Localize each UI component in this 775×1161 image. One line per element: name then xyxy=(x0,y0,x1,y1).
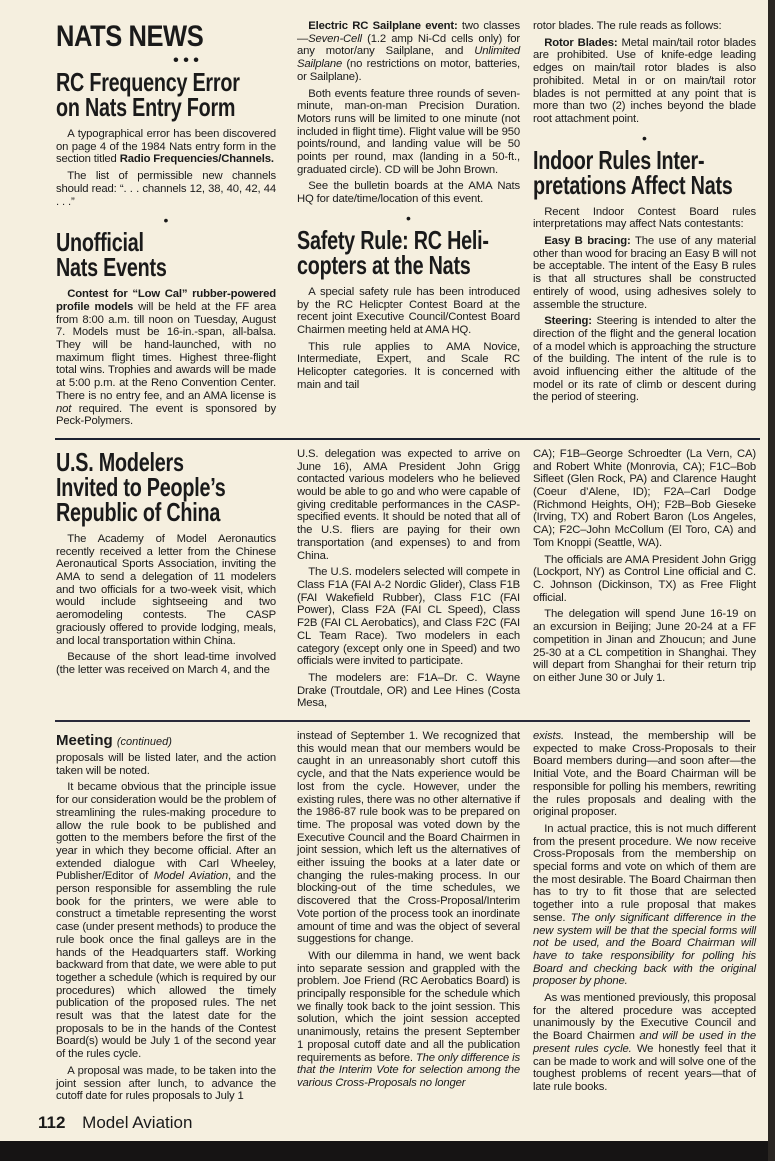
column xyxy=(297,730,520,1094)
text: The use of any material other than wood for bracing an Easy B will not be acceptable. The intent of the Easy B rules is that all structures shall be constructed entirely of wood, using adhesives solely to assemble the structure. xyxy=(533,235,756,311)
paragraph xyxy=(56,1065,276,1103)
paragraph xyxy=(56,781,276,1060)
text: With our dilemma in hand, we went back into separate session and grappled with the problem. Joe Friend (RC Aerobatics Board) is principally responsible for the schedule which we finally took back to the joint session. This solution, which the joint session accepted unanimously, retains the present September 1 proposal cutoff date and all the publication requirements as before. xyxy=(297,949,520,1064)
paragraph xyxy=(533,554,756,605)
text: The delegation will spend June 16-19 on an excursion in Beijing; June 20-24 at a FF competition in Jinan and Zhoucun; and June 25-30 at a CL competition in Shanghai. They will depart from Shanghai for their return trip on either June 30 or July 1. xyxy=(533,608,756,684)
section-title: NATS NEWS xyxy=(56,20,204,53)
column xyxy=(533,20,756,408)
bold-run-in: Contest for “Low Cal” rubber-powered profile models xyxy=(56,288,276,313)
paragraph xyxy=(533,235,756,311)
paragraph xyxy=(533,992,756,1094)
italic-text: not xyxy=(56,402,72,415)
column xyxy=(297,20,520,395)
paragraph xyxy=(297,672,520,710)
paragraph xyxy=(56,128,276,166)
bullet-separator: • • • xyxy=(173,52,199,69)
column xyxy=(297,448,520,714)
text: required. The event is sponsored by Peck-Polymers. xyxy=(56,402,276,428)
italic-text: Seven-Cell xyxy=(308,32,362,45)
paragraph xyxy=(297,950,520,1090)
column xyxy=(56,448,276,681)
paragraph xyxy=(297,20,520,84)
bullet-separator: • xyxy=(163,212,169,229)
paragraph xyxy=(297,730,520,946)
paragraph xyxy=(297,448,520,562)
text: rotor blades. The rule reads as follows: xyxy=(533,20,722,32)
scan-edge xyxy=(768,0,775,1161)
text: A special safety rule has been introduced by the RC Helicpter Contest Board at the recent joint Executive Council/Contest Board Chairmen meeting held at AMA HQ. xyxy=(297,285,520,336)
italic-text: The only significant difference in the new system will be that the special forms will not be used, and the Board Chairman will have to take responsibility for polling his Board and checking back with the original proposer by phone. xyxy=(533,911,757,988)
text: It became obvious that the principle issue for our consideration would be the problem of streamlining the rules-making procedure to allow the rule book to be published and gotten to the members before the first of the year in which they become official. After an extended dialogue with Carl Wheeley, Publisher/Editor of xyxy=(56,781,276,883)
text: Instead, the membership will be expected to make Cross-Proposals to their Board members during—and soon after—the Initial Vote, and the Board Chairman will be responsible for polling his members, rewriting the rules proposals and dealing with the original proposer. xyxy=(533,730,756,819)
paragraph xyxy=(533,823,756,988)
text: Metal main/tail rotor blades are prohibited. Use of knife-edge leading edges on main/tail rotor blades is also prohibited. Metal in or on main/tail rotor blades is not permitted at any point that is more than two (2) inches beyond the blade root attachment point. xyxy=(533,36,756,125)
italic-text: The only difference is that the Interim Vote for selection among the various Cross-Proposals no longer xyxy=(297,1051,520,1089)
article-headline: Safety Rule: RC Heli- copters at the Nats xyxy=(297,224,489,280)
bold-run-in: Rotor Blades: xyxy=(544,36,618,49)
text: U.S. delegation was expected to arrive on June 16), AMA President John Grigg contacted various modelers who he believed would be able to go and who were capable of giving creditable performances in the CASP-specified events. It should be noted that all of the U.S. fliers are paying for their own transportation (and expenses) to and from China. xyxy=(297,447,520,562)
paragraph xyxy=(297,341,520,392)
text: A typographical error has been discovered on page 4 of the 1984 Nats entry form in the section titled xyxy=(56,128,276,166)
meeting-continued-section xyxy=(0,730,768,1107)
paragraph xyxy=(56,651,276,676)
paragraph xyxy=(533,730,756,819)
article-headline: Indoor Rules Inter- pretations Affect Nats xyxy=(533,144,733,200)
paragraph xyxy=(533,315,756,404)
text: The Academy of Model Aeronautics recently received a letter from the Chinese Aeronautical Sports Association, inviting the AMA to send a delegation of 11 modelers and two officials for a two-week visit, which would include sightseeing and two aeromodeling contests. The CASP graciously offered to provide lodging, meals, and local transportation within China. xyxy=(56,532,276,647)
text: A proposal was made, to be taken into the joint session after lunch, to advance the cutoff date for rules proposals to July 1 xyxy=(56,1064,276,1103)
paragraph xyxy=(297,566,520,668)
column xyxy=(56,730,276,1107)
text: In actual practice, this is not much different from the present procedure. We now receive Cross-Proposals from the membership on special forms and vote on which of them are the most desirable. The Board Chairman then has to try to fit those that are selected together into a rule proposal that makes sense. xyxy=(533,822,756,924)
paragraph xyxy=(533,448,756,550)
paragraph xyxy=(533,20,756,33)
paragraph xyxy=(297,88,520,177)
article-headline: U.S. Modelers Invited to People’s Republic of China xyxy=(56,446,226,527)
paragraph xyxy=(56,170,276,208)
text: The officials are AMA President John Grigg (Lockport, NY) as Control Line official and C. C. Johnson (Dickinson, TX) as Free Flight official. xyxy=(533,553,756,604)
continued-heading xyxy=(56,732,276,751)
bold-run-in: Radio Frequencies/Channels. xyxy=(119,153,274,166)
paragraph xyxy=(533,37,756,126)
page-footer xyxy=(0,1107,768,1141)
text: instead of September 1. We recognized that this would mean that our members would be caught in an unreasonably short cutoff this cycle, and that the Nats experience would be lost from the cycle. However, under the existing rules, there was no other alternative if the 1986-87 rule book was to be prepared on time. The proposal was voted down by the Executive Council and the Board Chairmen in joint session, which left us the alternatives of either issuing the books at a later date or changing the rules-making process. In our blocking-out of the time schedules, we discovered that the Cross-Proposal/Interim Vote portion of the process took an inordinate amount of time and was the object of several suggestions for change. xyxy=(297,730,520,946)
text: two classes— xyxy=(297,20,520,45)
paragraph xyxy=(533,206,756,231)
text: We honestly feel that it can be made to work and will solve one of the toughest problems of recent years—that of late rule books. xyxy=(533,1042,756,1093)
text: CA); F1B–George Schroedter (La Vern, CA) and Robert White (Monrovia, CA); F1C–Bob Sifleet (Glen Rock, PA) and Clarence Haught (Coeur d’Alene, ID); F2A–Carl Dodge (Richmond Heights, OH); F2B–Bob Gieseke (Irving, TX) and Robert Baron (Los Angeles, CA); F2C–John McCollum (El Toro, CA) and Tom Knoppi (Seattle, WA). xyxy=(533,447,756,549)
text: The modelers are: F1A–Dr. C. Wayne Drake (Troutdale, OR) and Lee Hines (Costa Mesa, xyxy=(297,671,520,710)
paragraph xyxy=(56,533,276,647)
text: This rule applies to AMA Novice, Intermediate, Expert, and Scale RC Helicopter categories. It is concerned with main and tail xyxy=(297,340,520,391)
text: will be held at the FF area from 8:00 a.m. till noon on Tuesday, August 7. Models must be 16-in.-span, all-balsa. They will be hand-launched, with no maximum flight times. Highest three-flight total wins. Trophies and awards will be made at 5:00 p.m. at the Reno Convention Center. There is no entry fee, and an AMA license is xyxy=(56,300,277,402)
section-divider xyxy=(55,438,760,440)
bold-run-in: Steering: xyxy=(544,315,592,328)
text: Steering is intended to alter the direction of the flight and the general location of a model which is approaching the structure of the building. The intent of the rule is to avoid influencing either the altitude of the model or its rate of climb or descent during the period of steering. xyxy=(533,315,756,404)
continued-label: (continued) xyxy=(116,736,172,749)
bullet-separator: • xyxy=(406,209,411,226)
section-divider xyxy=(55,720,750,722)
text: See the bulletin boards at the AMA Nats HQ for date/time/location of this event. xyxy=(297,180,520,206)
paragraph xyxy=(297,180,520,205)
article-headline: Unofficial Nats Events xyxy=(56,227,167,283)
text: The list of permissible new channels should read: “. . . channels 12, 38, 40, 42, 44 . . .” xyxy=(56,170,276,208)
paragraph xyxy=(56,752,276,777)
text: Because of the short lead-time involved (the letter was received on March 4, and the xyxy=(56,651,276,676)
nats-news-section xyxy=(0,20,768,432)
column xyxy=(56,20,276,432)
page-number: 112 xyxy=(38,1113,66,1132)
china-delegation-section xyxy=(0,448,768,714)
bold-run-in: Easy B bracing: xyxy=(544,235,631,248)
magazine-name: Model Aviation xyxy=(82,1113,193,1132)
text: Both events feature three rounds of seven-minute, man-on-man Precision Duration. Motors runs will be limited to one minute (not included in flight time). Flight value will be 950 points/round, and landing value will be 50 points per round, max (landing in a 50-ft., graduated circle). CD will be John Brown. xyxy=(297,87,520,176)
italic-text: Model Aviation xyxy=(153,870,228,883)
italic-text: Unlimited Sailplane xyxy=(297,45,520,71)
article-headline: RC Frequency Error on Nats Entry Form xyxy=(56,67,240,122)
text: Recent Indoor Contest Board rules interpretations may affect Nats contestants: xyxy=(533,205,756,231)
column xyxy=(533,448,756,689)
column xyxy=(533,730,756,1098)
italic-text: and will be used in the present rules cycle. xyxy=(533,1030,757,1055)
text: (no restrictions on motor, batteries, or Sailplane). xyxy=(297,58,520,83)
bullet-separator: • xyxy=(642,129,647,146)
italic-text: exists. xyxy=(533,730,564,743)
paragraph xyxy=(297,286,520,337)
paragraph xyxy=(56,288,276,428)
scan-edge xyxy=(0,1141,775,1161)
text: The U.S. modelers selected will compete in Class F1A (FAI A-2 Nordic Glider), Class F1B (FAI Wakefield Rubber), Class F1C (FAI Power), Class F2A (FAI CL Speed), Class F2B (FAI CL Aerobatics), and Class F2C (FAI CL Team Race). Two modelers in each category (except only one in Speed) and two officials were invited to participate. xyxy=(297,566,520,668)
text: , and the person responsible for assembling the rule book for the printers, we were able to construct a timetable representing the worst case (under present methods) to produce the rule book once the final galleys are in the hands of the Headquarters staff. Working backward from that date, we were able to put together a schedule (which is required by our procedures) which allowed the timely publication of the proposed rules. The net result was that the latest date for the proposals to be in the hands of the Contest Board(s) would be July 1 of the second year of the rules cycle. xyxy=(56,870,277,1061)
text: proposals will be listed later, and the action taken will be noted. xyxy=(56,752,276,777)
paragraph xyxy=(533,608,756,684)
text: As was mentioned previously, this proposal for the altered procedure was accepted unanimously by the Executive Council and the Board Chairmen xyxy=(533,992,756,1043)
text: (1.2 amp Ni-Cd cells only) for any motor/any Sailplane, and xyxy=(297,32,520,58)
heading-text: Meeting xyxy=(56,732,113,750)
bold-run-in: Electric RC Sailplane event: xyxy=(308,20,458,32)
